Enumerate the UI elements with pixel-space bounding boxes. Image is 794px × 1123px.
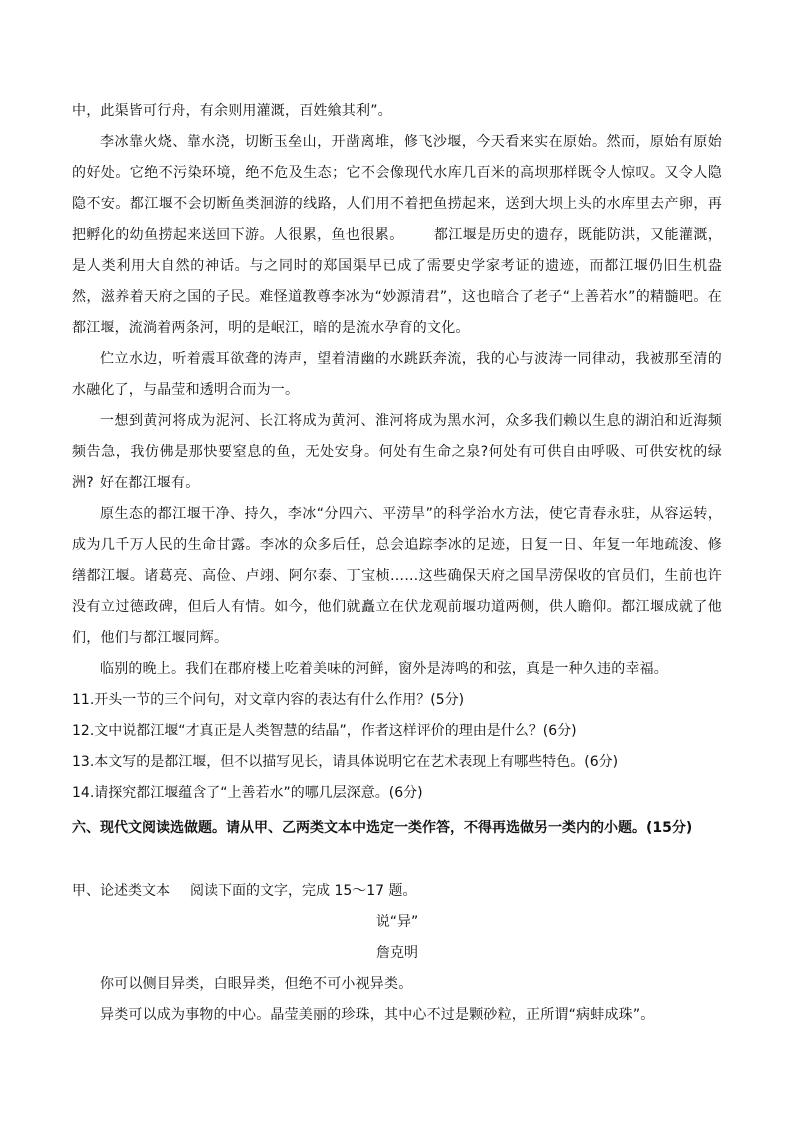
question-14: 14.请探究都江堰蕴含了“上善若水”的哪几层深意。(6分)	[72, 785, 423, 801]
paragraph-dujiangyan-has: 好在都江堰有。	[100, 475, 200, 491]
question-12: 12.文中说都江堰“才真正是人类智慧的结晶”，作者这样评价的理由是什么？(6分)	[72, 723, 577, 739]
paragraph-li-bing-methods-text: 李冰靠火烧、靠水浇，切断玉垒山，开凿离堆，修飞沙堰，今天看来实在原始。然而，原始有原始的好处。它绝不污染环境，绝不危及生态；它不会像现代水库几百米的高坝那样既令人惊叹。又令人隐隐不安。都江堰不会切断鱼类洄游的线路，人们用不着把鱼捞起来，送到大坝上头的水库里去产卵，再把孵化的幼鱼捞起来送回下游。人很累，鱼也很累。	[72, 134, 722, 243]
essay-paragraph-2: 异类可以成为事物的中心。晶莹美丽的珍珠，其中心不过是颗砂粒，正所谓“病蚌成珠”。	[100, 1007, 655, 1023]
jia-label: 甲、论述类文本	[72, 883, 170, 899]
essay-title: 说“异”	[375, 914, 419, 930]
essay-author: 詹克明	[376, 945, 418, 961]
jia-instruction: 阅读下面的文字，完成 15～17 题。	[190, 883, 417, 899]
paragraph-farewell-evening: 临别的晚上。我们在郡府楼上吃着美味的河鲜，窗外是涛鸣的和弦，真是一种久违的幸福。	[100, 661, 668, 677]
paragraph-canal-ending: 中，此渠皆可行舟，有余则用灌溉，百姓飨其利”。	[72, 103, 392, 119]
essay-paragraph-1: 你可以侧目异类，白眼异类，但绝不可小视异类。	[100, 976, 413, 992]
question-11: 11.开头一节的三个问句，对文章内容的表达有什么作用？(5分)	[72, 692, 465, 708]
jia-heading	[72, 876, 722, 907]
paragraph-rivers-crisis: 一想到黄河将成为泥河、长江将成为黄河、淮河将成为黑水河，众多我们赖以生息的湖泊和近海频频告急，我仿佛是那快要窒息的鱼，无处安身。何处有生命之泉?何处有可供自由呼吸、可供安枕的绿洲?	[72, 413, 722, 491]
paragraph-li-bing-methods	[72, 127, 722, 344]
question-13: 13.本文写的是都江堰，但不以描写见长，请具体说明它在艺术表现上有哪些特色。(6分)	[72, 754, 619, 770]
paragraph-original-ecology: 原生态的都江堰干净、持久，李冰“分四六、平涝旱”的科学治水方法，使它青春永驻，从容运转，成为几千万人民的生命甘露。李冰的众多后任，总会追踪李冰的足迹，日复一日、年复一年地疏浚、修缮都江堰。诸葛亮、高俭、卢翊、阿尔泰、丁宝桢……这些确保天府之国旱涝保收的官员们，生前也许没有立过德政碑，但后人有情。如今，他们就矗立在伏龙观前堰功道两侧，供人瞻仰。都江堰成就了他们，他们与都江堰同辉。	[72, 506, 722, 646]
section-six-title: 六、现代文阅读选做题。请从甲、乙两类文本中选定一类作答，不得再选做另一类内的小题。(15分)	[72, 820, 693, 836]
paragraph-standing-by-water: 伫立水边，听着震耳欲聋的涛声，望着清幽的水跳跃奔流，我的心与波涛一同律动，我被那至清的水融化了，与晶莹和透明合而为一。	[72, 351, 722, 398]
paragraph-historical-legacy-text: 都江堰是历史的遗存，既能防洪，又能灌溉，是人类利用大自然的神话。与之同时的郑国渠早已成了需要史学家考证的遗迹，而都江堰仍旧生机盎然，滋养着天府之国的子民。难怪道教尊李冰为“妙源清君”，这也暗合了老子“上善若水”的精髓吧。在都江堰，流淌着两条河，明的是岷江，暗的是流水孕育的文化。	[72, 227, 722, 336]
